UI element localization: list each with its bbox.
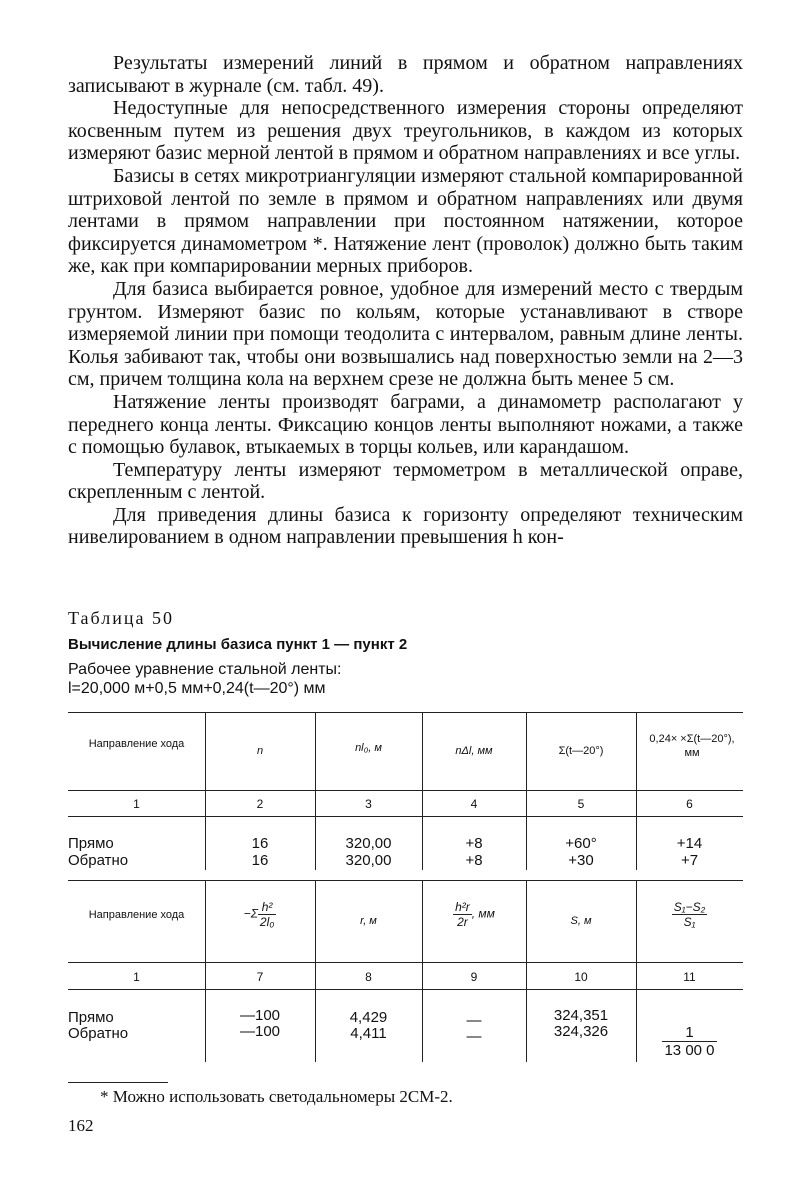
colnum: 3	[365, 797, 372, 811]
ratio-numerator: 1	[662, 1024, 716, 1042]
header-n: n	[256, 745, 264, 757]
row-label: Обратно	[68, 1025, 129, 1042]
header-r: r, м	[360, 915, 377, 927]
table-cell: +8	[465, 835, 483, 852]
body-text	[68, 52, 743, 549]
table-cell: 324,351	[553, 1007, 609, 1024]
colnum: 4	[470, 797, 478, 811]
row-label: Прямо	[68, 1009, 114, 1026]
header-sum-t: Σ(t—20°)	[558, 745, 604, 757]
table-equation: l=20,000 м+0,5 мм+0,24(t—20°) мм	[68, 680, 326, 697]
table-cell: —100	[239, 1023, 281, 1040]
table-caption: Таблица 50	[68, 608, 174, 628]
ratio-denominator: 13 00 0	[664, 1042, 715, 1059]
colnum: 7	[256, 970, 264, 984]
table-cell: +8	[465, 852, 483, 869]
header-direction-2: Направление хода	[88, 909, 185, 921]
colnum: 2	[256, 797, 264, 811]
table-cell: —	[466, 1012, 482, 1029]
paragraph: Базисы в сетях микротриангуляции измеряют стальной компарированной штриховой лентой по земле в прямом и обратном направлениях или двумя лентами в прямом направлении при постоянном натяжении, которое фиксируется динамометром *. Натяжение лент (проволок) должно быть таким же, как при компарировании мерных приборов.	[68, 164, 743, 278]
table-equation-label: Рабочее уравнение стальной ленты:	[68, 661, 342, 678]
relative-error-value	[636, 1024, 743, 1059]
table-cell: —100	[239, 1007, 281, 1024]
paragraph: Температуру ленты измеряют термометром в металлической оправе, скрепленным с лентой.	[68, 458, 743, 504]
row-label: Обратно	[68, 852, 129, 869]
header-direction: Направление хода	[88, 738, 185, 750]
table-cell: +14	[676, 835, 703, 852]
table-cell: +60°	[565, 835, 597, 852]
table-cell: 4,411	[350, 1025, 387, 1042]
table-cell: 16	[251, 852, 269, 869]
colnum: 9	[470, 970, 478, 984]
table-cell: 320,00	[345, 852, 392, 869]
paragraph: Натяжение ленты производят баграми, а динамометр располагают у переднего конца ленты. Фиксацию концов ленты выполняют ножами, а также с помощью булавок, втыкаемых в торцы кольев, или карандашом.	[68, 390, 743, 459]
colnum: 10	[574, 970, 588, 984]
table-cell: —	[466, 1028, 482, 1045]
header-relative-error: $\frac{\text{S₁−S₂}}{\text{S₁}}$	[673, 900, 706, 929]
colnum: 1	[133, 970, 140, 984]
row-label: Прямо	[68, 835, 114, 852]
paragraph: Для приведения длины базиса к горизонту определяют техническим нивелированием в одном направлении превышения h кон-	[68, 503, 743, 549]
table-cell: +30	[568, 852, 594, 869]
header-s: S, м	[570, 915, 592, 927]
footnote: * Можно использовать светодальномеры 2СМ-2.	[100, 1087, 453, 1106]
colnum: 6	[686, 797, 693, 811]
paragraph: Результаты измерений линий в прямом и обратном направлениях записывают в журнале (см. табл. 49).	[68, 52, 743, 97]
header-correction: 0,24× ×Σ(t—20°), мм	[649, 733, 735, 759]
colnum: 11	[683, 970, 696, 984]
table-cell: 324,326	[553, 1023, 609, 1040]
colnum: 8	[365, 970, 372, 984]
header-nl0: nl₀, м	[355, 742, 382, 754]
colnum: 1	[133, 797, 140, 811]
header-sum-h2: −Σ $\frac{\text{h²}}{\text{2l₀}}$	[243, 900, 275, 929]
table-cell: 320,00	[345, 835, 392, 852]
header-h2r: $\frac{\text{h²r}}{2r}$ , мм	[455, 900, 495, 929]
table-cell: 4,429	[349, 1009, 388, 1026]
paragraph: Для базиса выбирается ровное, удобное для измерений место с твердым грунтом. Измеряют базис по кольям, которые устанавливают в створе измеряемой линии при помощи теодолита с интервалом, равным длине ленты. Колья забивают так, чтобы они возвышались над поверхностью земли на 2—3 см, причем толщина кола на верхнем срезе не должна быть менее 5 см.	[68, 277, 743, 391]
table-cell: +7	[680, 852, 699, 869]
table-cell: 16	[251, 835, 269, 852]
header-ndl: nΔl, мм	[455, 745, 493, 757]
colnum: 5	[577, 797, 585, 811]
paragraph: Недоступные для непосредственного измерения стороны определяют косвенным путем из решения двух треугольников, в каждом из которых измеряют базис мерной лентой в прямом и обратном направлениях и все углы.	[68, 97, 743, 165]
table-title: Вычисление длины базиса пункт 1 — пункт 2	[68, 636, 408, 653]
page-number: 162	[68, 1116, 94, 1135]
footnote-rule	[68, 1082, 168, 1083]
